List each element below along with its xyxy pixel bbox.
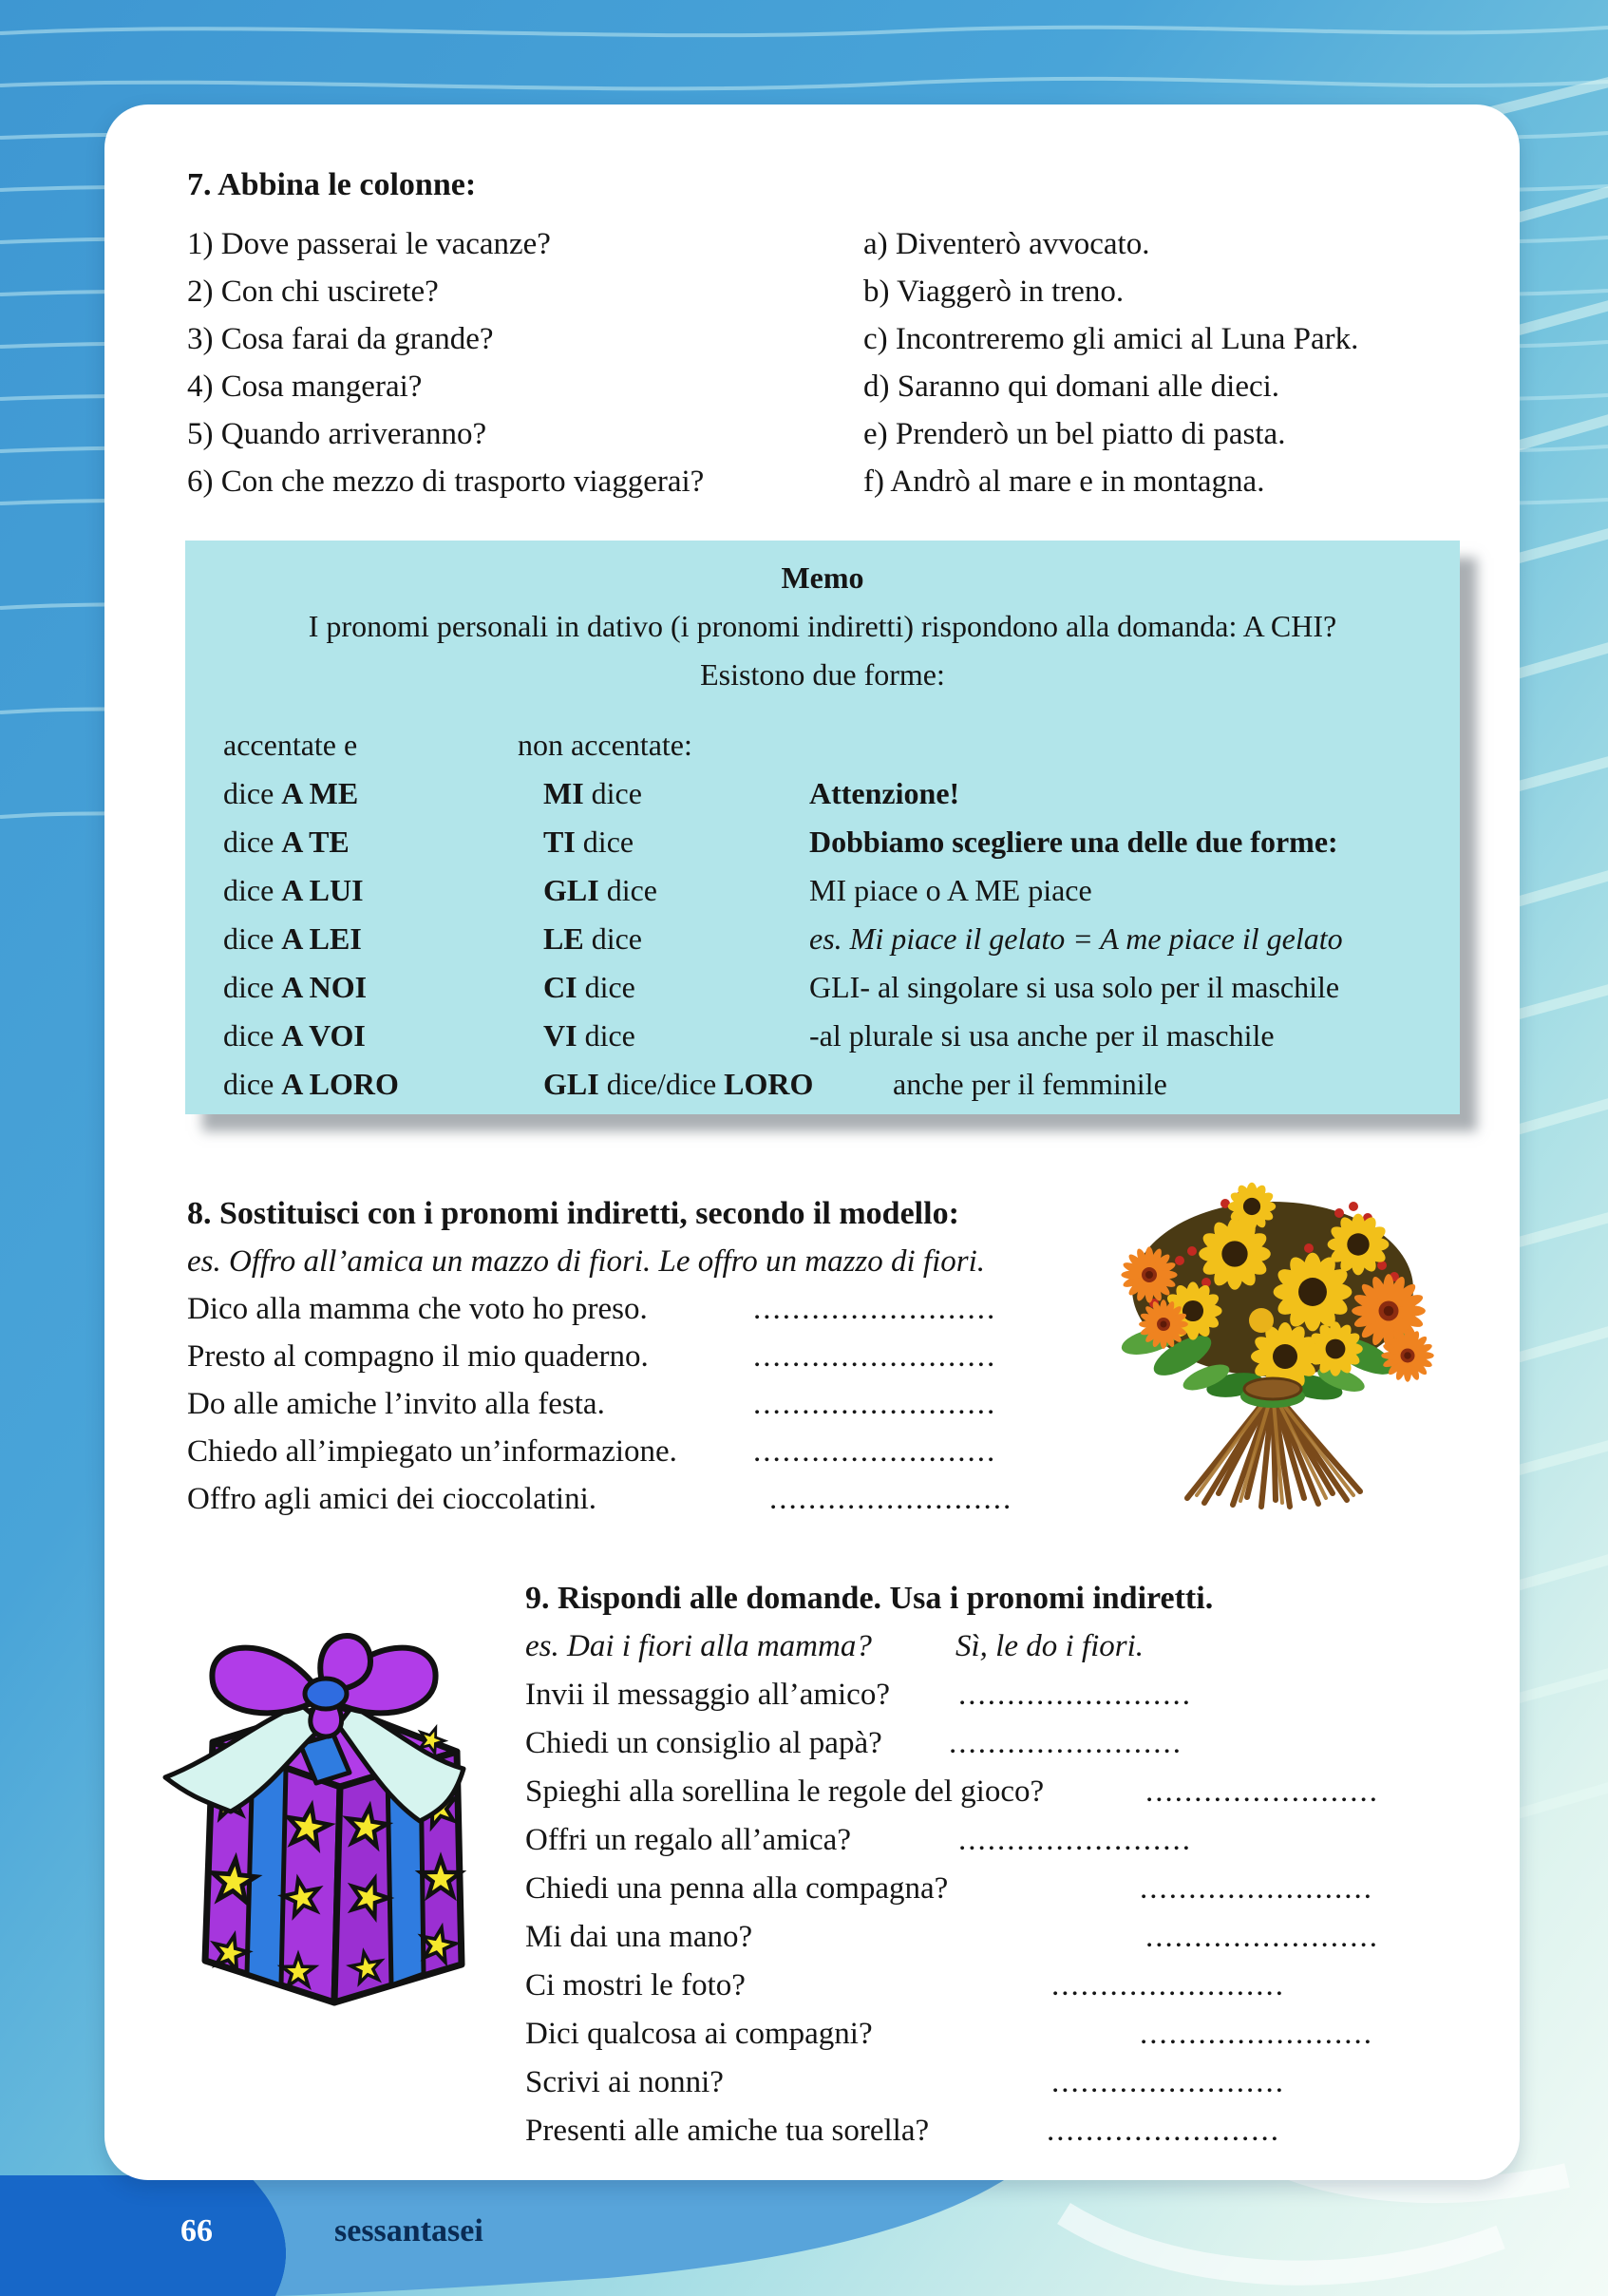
memo-pronoun: A ME xyxy=(281,776,359,810)
exercise9-question-row xyxy=(525,2059,1520,2107)
exercise9-question: Dici qualcosa ai compagni? xyxy=(525,2017,873,2051)
exercise7-left-item: 3) Cosa farai da grande? xyxy=(187,322,494,356)
exercise9-title: 9. Rispondi alle domande. Usa i pronomi indiretti. xyxy=(525,1581,1214,1616)
memo-col-accented xyxy=(223,1060,399,1109)
memo-pronoun: LORO xyxy=(724,1067,814,1101)
memo-note: GLI- al singolare si usa solo per il maschile xyxy=(809,970,1340,1004)
memo-row xyxy=(185,915,1460,963)
memo-text: dice xyxy=(223,825,282,859)
memo-note: MI piace o A ME piace xyxy=(809,873,1092,907)
memo-pronoun: LE xyxy=(543,921,584,956)
worksheet-page xyxy=(104,104,1520,2180)
memo-col-accented xyxy=(223,818,350,866)
exercise9-example-answer: Sì, le do i fiori. xyxy=(955,1629,1144,1663)
exercise7-left-item: 6) Con che mezzo di trasporto viaggerai? xyxy=(187,465,705,499)
memo-note: Attenzione! xyxy=(809,776,960,810)
answer-blank: ........................ xyxy=(1051,1968,1285,2002)
answer-blank: ........................ xyxy=(1145,1920,1379,1954)
memo-text: dice xyxy=(223,921,282,956)
answer-blank: ........................ xyxy=(958,1823,1192,1857)
exercise8-sentence: Do alle amiche l’invito alla festa. xyxy=(187,1387,605,1421)
exercise9-question-row xyxy=(525,1962,1520,2010)
exercise7-left-item: 2) Con chi uscirete? xyxy=(187,275,439,309)
memo-pronoun: CI xyxy=(543,970,577,1004)
exercise9-question: Chiedi una penna alla compagna? xyxy=(525,1871,949,1906)
exercise8-sentence-row xyxy=(187,1380,1146,1428)
memo-text: dice xyxy=(223,776,282,810)
memo-row xyxy=(185,721,1460,769)
memo-col-accented xyxy=(223,721,357,769)
footer-dark-shape xyxy=(0,2175,286,2296)
exercise7-left-item: 5) Quando arriveranno? xyxy=(187,417,487,451)
memo-pronoun: GLI xyxy=(543,1067,599,1101)
memo-note: es. Mi piace il gelato = A me piace il gelato xyxy=(809,921,1343,956)
exercise9-question-row xyxy=(525,1816,1520,1865)
memo-col-unaccented xyxy=(543,866,657,915)
exercise8-sentence: Presto al compagno il mio quaderno. xyxy=(187,1339,649,1374)
memo-col-unaccented xyxy=(543,769,642,818)
exercise9-question-row xyxy=(525,1865,1520,1913)
memo-header xyxy=(185,541,1460,699)
gift-box-image xyxy=(139,1583,500,2010)
page-number: 66 xyxy=(180,2213,213,2249)
memo-text: dice xyxy=(577,1018,635,1053)
memo-col-unaccented xyxy=(518,721,692,769)
memo-box xyxy=(185,541,1460,1114)
exercise8-sentence: Dico alla mamma che voto ho preso. xyxy=(187,1292,648,1326)
memo-title: Memo xyxy=(781,560,864,595)
exercise8-example: es. Offro all’amica un mazzo di fiori. Le offro un mazzo di fiori. xyxy=(187,1244,986,1279)
memo-col-accented xyxy=(223,915,362,963)
exercise9-question: Spieghi alla sorellina le regole del gioco? xyxy=(525,1774,1045,1809)
exercise9-question-row xyxy=(525,2107,1520,2155)
exercise7-left-column xyxy=(187,220,704,505)
exercise8-sentence-row xyxy=(187,1285,1146,1333)
exercise7-right-column xyxy=(863,220,1358,505)
memo-col-accented xyxy=(223,866,364,915)
exercise7-right-item: d) Saranno qui domani alle dieci. xyxy=(863,370,1280,404)
memo-row xyxy=(185,1060,1460,1109)
exercise8-sentence-row xyxy=(187,1333,1146,1380)
memo-pronoun: MI xyxy=(543,776,584,810)
memo-pronoun: VI xyxy=(543,1018,577,1053)
memo-col-accented xyxy=(223,769,358,818)
exercise9-question: Offri un regalo all’amica? xyxy=(525,1823,851,1857)
memo-note: -al plurale si usa anche per il maschile xyxy=(809,1018,1275,1053)
exercise9-question: Invii il messaggio all’amico? xyxy=(525,1678,890,1712)
memo-row xyxy=(185,963,1460,1012)
answer-blank: ........................ xyxy=(1145,1774,1379,1809)
exercise9-question: Scrivi ai nonni? xyxy=(525,2065,724,2099)
memo-pronoun: GLI xyxy=(543,873,599,907)
memo-pronoun: A LUI xyxy=(281,873,364,907)
exercise7-right-item: a) Diventerò avvocato. xyxy=(863,227,1150,261)
memo-pronoun: TI xyxy=(543,825,576,859)
exercise8-items xyxy=(187,1285,1146,1523)
memo-note: anche per il femminile xyxy=(893,1067,1167,1101)
exercise9-block xyxy=(525,1575,1520,2155)
exercise8-sentence: Chiedo all’impiegato un’informazione. xyxy=(187,1434,677,1469)
answer-blank: ......................... xyxy=(753,1339,997,1374)
memo-col-unaccented xyxy=(543,963,635,1012)
flower-bouquet-image xyxy=(1092,1161,1453,1512)
memo-pronoun: A LEI xyxy=(281,921,362,956)
memo-intro-line: Esistono due forme: xyxy=(700,657,945,692)
exercise9-example xyxy=(525,1622,1520,1671)
memo-text: dice xyxy=(223,1018,282,1053)
exercise9-question-row xyxy=(525,1671,1520,1719)
memo-row xyxy=(185,1012,1460,1060)
memo-pronoun: A VOI xyxy=(281,1018,366,1053)
memo-text: accentate e xyxy=(223,728,358,762)
exercise9-question: Chiedi un consiglio al papà? xyxy=(525,1726,882,1760)
exercise8-title: 8. Sostituisci con i pronomi indiretti, secondo il modello: xyxy=(187,1196,959,1231)
memo-pronoun: A LORO xyxy=(281,1067,399,1101)
exercise7-left-item: 1) Dove passerai le vacanze? xyxy=(187,227,551,261)
memo-pronoun: A NOI xyxy=(281,970,368,1004)
page-number-word: sessantasei xyxy=(334,2213,483,2249)
exercise7-left-item: 4) Cosa mangerai? xyxy=(187,370,423,404)
answer-blank: ......................... xyxy=(769,1482,1013,1516)
answer-blank: ........................ xyxy=(1051,2065,1285,2099)
exercise9-question-row xyxy=(525,1719,1520,1768)
memo-text: dice xyxy=(598,873,657,907)
memo-text: dice/dice xyxy=(598,1067,725,1101)
answer-blank: ........................ xyxy=(958,1678,1192,1712)
answer-blank: ........................ xyxy=(1140,1871,1373,1906)
memo-row xyxy=(185,769,1460,818)
exercise9-question: Ci mostri le foto? xyxy=(525,1968,746,2002)
exercise9-question-row xyxy=(525,1913,1520,1962)
memo-col-unaccented xyxy=(543,818,634,866)
answer-blank: ......................... xyxy=(753,1387,997,1421)
exercise7-right-item: c) Incontreremo gli amici al Luna Park. xyxy=(863,322,1359,356)
memo-text: dice xyxy=(583,921,642,956)
memo-text: dice xyxy=(223,873,282,907)
exercise9-example-question: es. Dai i fiori alla mamma? xyxy=(525,1629,872,1663)
memo-col-accented xyxy=(223,963,367,1012)
exercise9-question: Presenti alle amiche tua sorella? xyxy=(525,2114,930,2148)
exercise9-items xyxy=(525,1671,1520,2155)
exercise7-right-item: f) Andrò al mare e in montagna. xyxy=(863,465,1265,499)
exercise9-question-row xyxy=(525,1768,1520,1816)
exercise7-title: 7. Abbina le colonne: xyxy=(187,167,477,202)
exercise8-sentence-row xyxy=(187,1475,1146,1523)
memo-note: Dobbiamo scegliere una delle due forme: xyxy=(809,825,1338,859)
memo-col-accented xyxy=(223,1012,366,1060)
memo-row xyxy=(185,866,1460,915)
answer-blank: ......................... xyxy=(753,1292,997,1326)
memo-text: dice xyxy=(575,825,634,859)
memo-table xyxy=(185,721,1460,1109)
exercise8-sentence-row xyxy=(187,1428,1146,1475)
memo-col-unaccented xyxy=(543,915,642,963)
memo-text: dice xyxy=(583,776,642,810)
answer-blank: ........................ xyxy=(1047,2114,1280,2148)
exercise9-question-row xyxy=(525,2010,1520,2059)
exercise9-question: Mi dai una mano? xyxy=(525,1920,753,1954)
exercise7-right-item: b) Viaggerò in treno. xyxy=(863,275,1125,309)
memo-pronoun: A TE xyxy=(281,825,350,859)
exercise7-right-item: e) Prenderò un bel piatto di pasta. xyxy=(863,417,1286,451)
memo-text: dice xyxy=(577,970,635,1004)
memo-text: non accentate: xyxy=(518,728,692,762)
memo-text: dice xyxy=(223,970,282,1004)
exercise8-block xyxy=(187,1190,1146,1523)
gift-bow xyxy=(212,1636,435,1736)
answer-blank: ........................ xyxy=(949,1726,1182,1760)
memo-intro-line: I pronomi personali in dativo (i pronomi indiretti) rispondono alla domanda: A CHI? xyxy=(308,609,1337,643)
memo-row xyxy=(185,818,1460,866)
memo-text: dice xyxy=(223,1067,282,1101)
memo-col-unaccented xyxy=(543,1012,635,1060)
answer-blank: ......................... xyxy=(753,1434,997,1469)
answer-blank: ........................ xyxy=(1140,2017,1373,2051)
memo-col-unaccented xyxy=(543,1060,813,1109)
exercise8-sentence: Offro agli amici dei cioccolatini. xyxy=(187,1482,596,1516)
